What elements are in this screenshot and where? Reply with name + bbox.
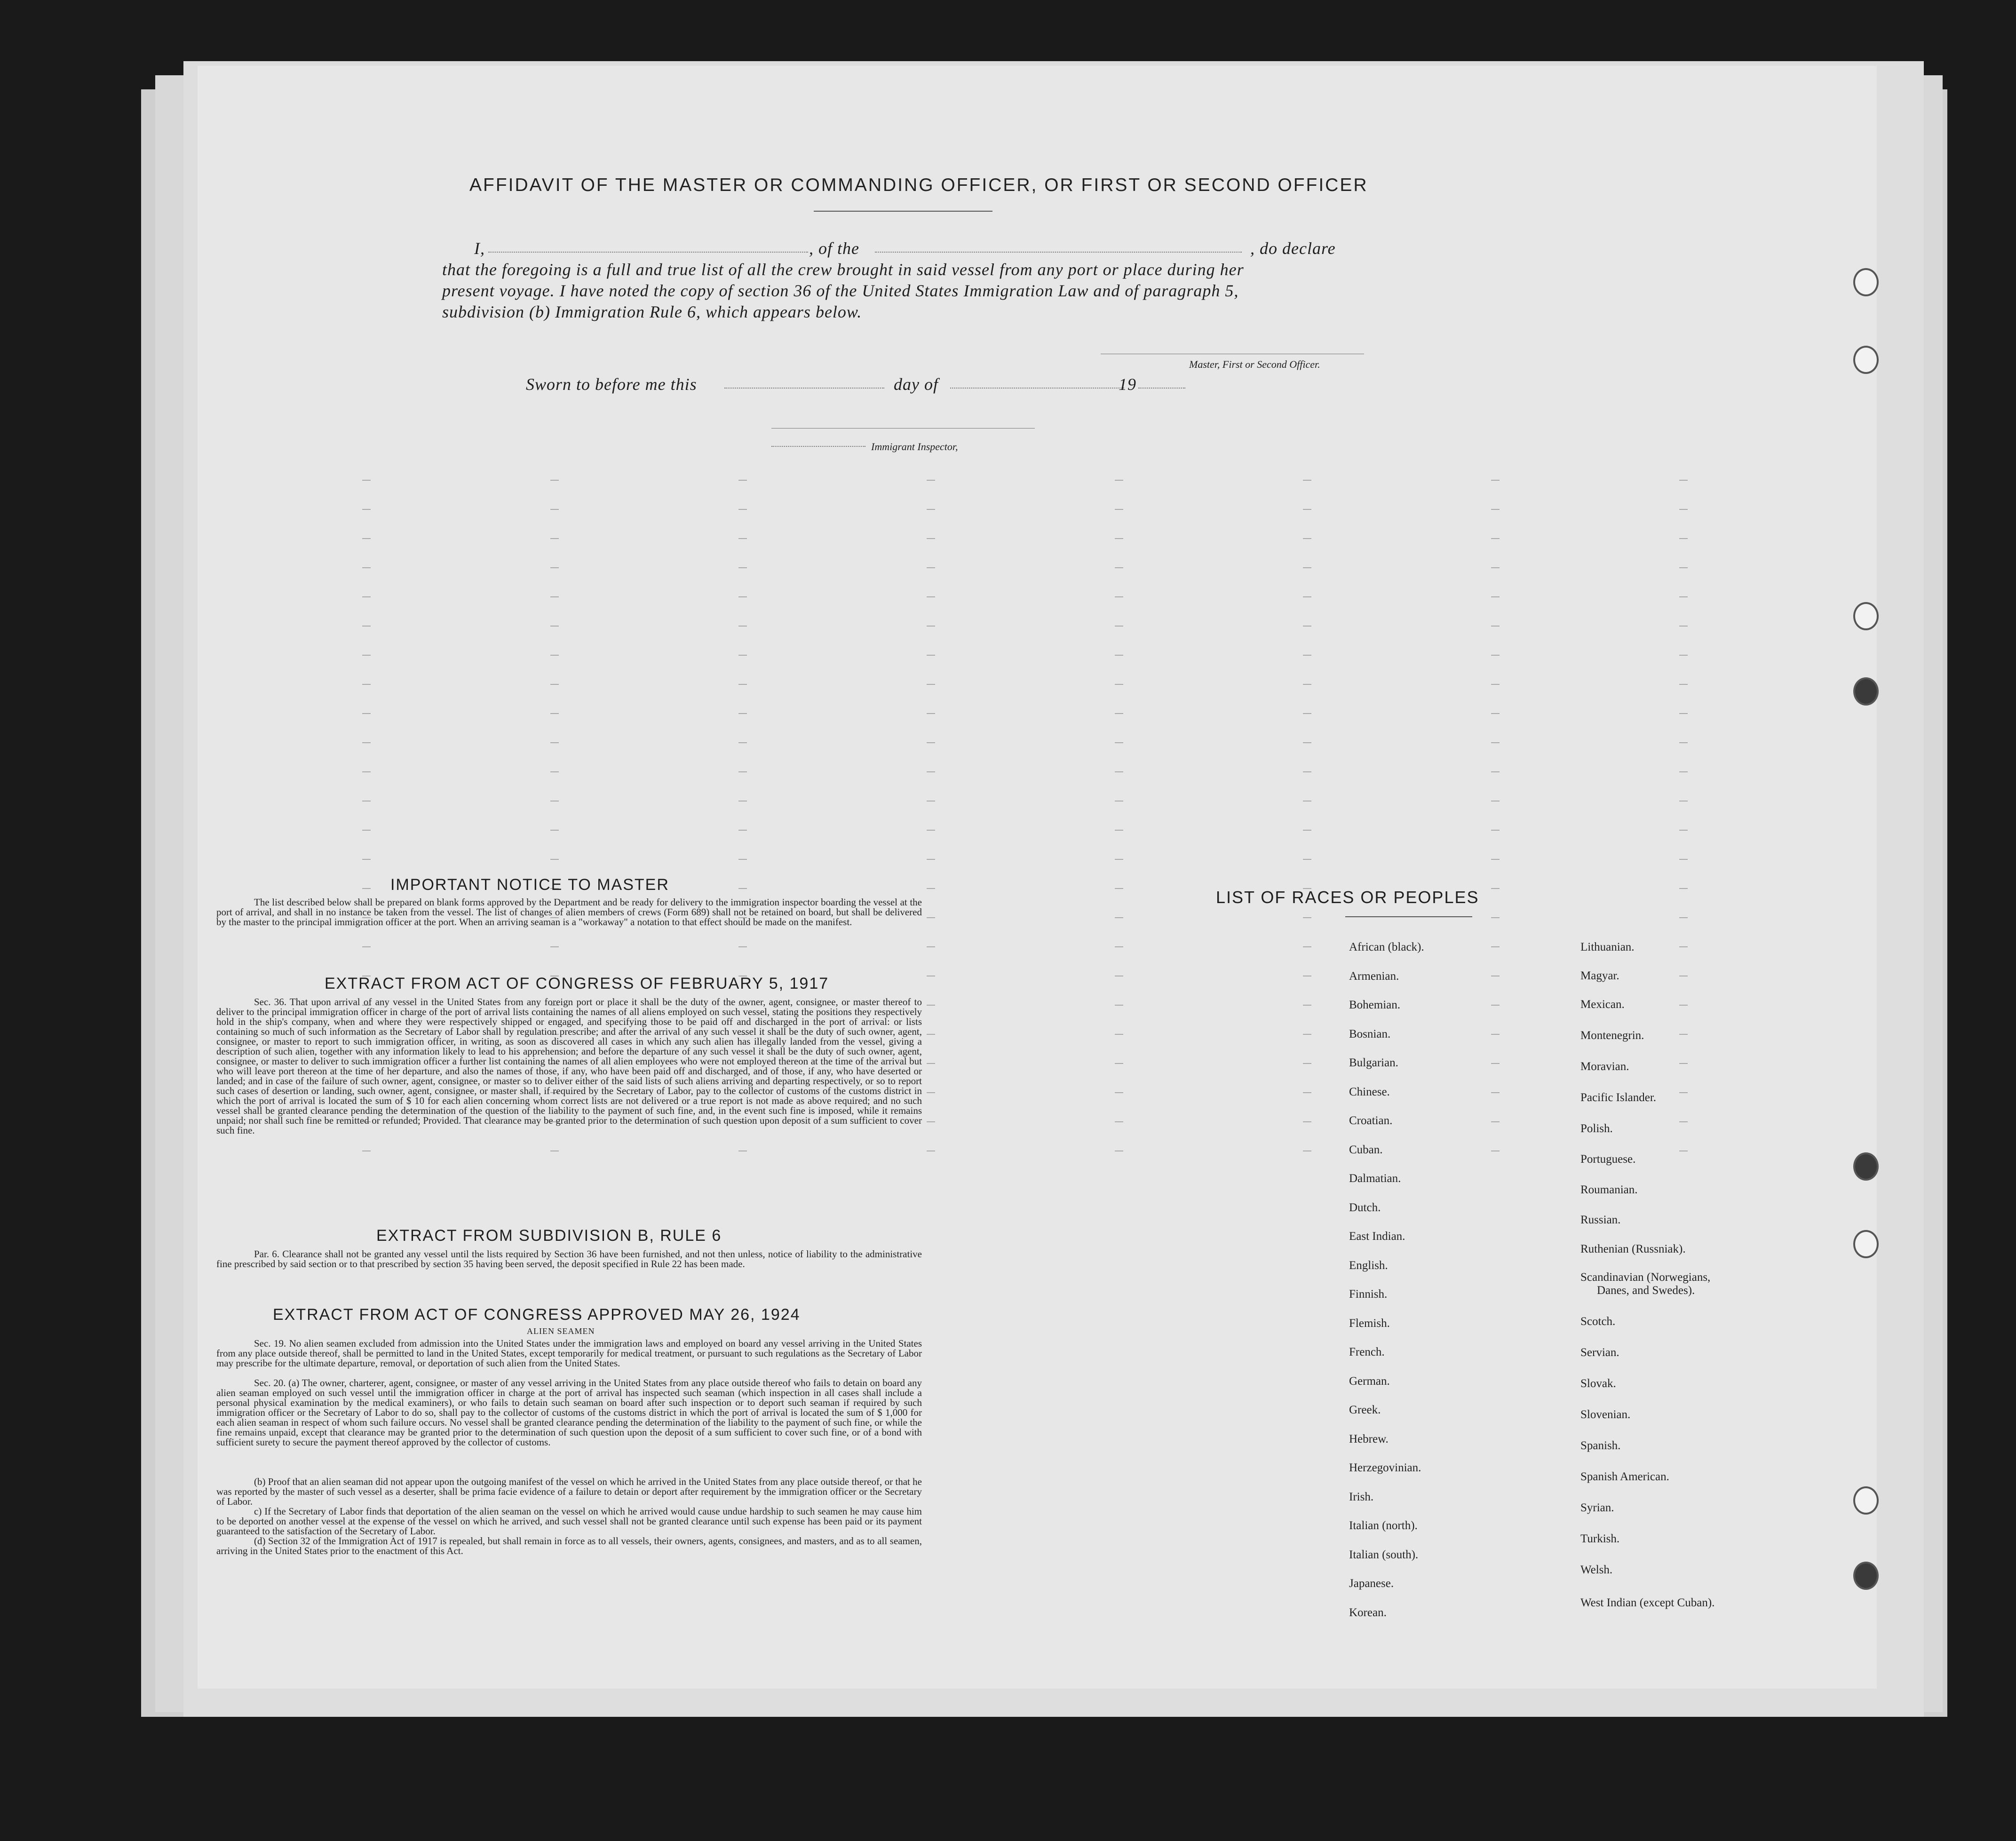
guide-dash (738, 596, 747, 597)
guide-dash (1303, 538, 1311, 539)
guide-dash (550, 946, 559, 947)
guide-dash (1115, 684, 1123, 685)
guide-dash (1679, 946, 1688, 947)
guide-dash (1491, 771, 1500, 772)
guide-dash (362, 655, 371, 656)
affidavit-do-declare: , do declare (1250, 239, 1336, 258)
guide-dash (550, 655, 559, 656)
guide-dash (1491, 1034, 1500, 1035)
guide-dash (927, 888, 935, 889)
inspector-signature-line (771, 428, 1035, 429)
guide-dash (1491, 538, 1500, 539)
race-item: Finnish. (1349, 1288, 1388, 1301)
guide-dash (1491, 626, 1500, 627)
sec20d-body: (d) Section 32 of the Immigration Act of 1917 is repealed, but shall remain in force as to all vessels, their owners, agents, consignees, and masters, and as to all seamen, arriving in the United States prior to the enactment of this Act. (216, 1535, 922, 1556)
guide-dash (927, 1034, 935, 1035)
sec20a-body: Sec. 20. (a) The owner, charterer, agent, consignee, or master of any vessel arriving in the United States from any place outside thereof who fails to detain on board any alien seaman employed on such vessel until the immigration officer in charge at the port of arrival has inspected such seaman (which inspection in all cases shall include a personal physical examination by the medical examiners), or who fails to detain such seaman on board after such inspection or to deport such seaman if required by such immigration officer or the Secretary of Labor to do so, shall pay to the collector of customs of the customs district in which the port of arrival is located the sum of $ 1,000 for each alien seaman in respect of whom such failure occurs. No vessel shall be granted clearance pending the determination of the liability to the payment of such fine, or while the fine remains unpaid, except that clearance may be granted prior to the determination of such question upon the deposit of a sum sufficient to cover such fine, or of a bond with sufficient surety to secure the payment thereof approved by the collector of customs. (216, 1377, 922, 1448)
guide-dash (927, 742, 935, 743)
guide-dash (1303, 1034, 1311, 1035)
guide-dash (1679, 509, 1688, 510)
race-item: Bosnian. (1349, 1027, 1391, 1040)
guide-dash (1491, 509, 1500, 510)
guide-dash (738, 859, 747, 860)
guide-dash (1115, 626, 1123, 627)
punch-hole-icon (1853, 268, 1879, 296)
affidavit-line-2: that the foregoing is a full and true list of all the crew brought in said vessel from any port or place during her (442, 260, 1244, 279)
guide-dash (550, 596, 559, 597)
race-item: Ruthenian (Russniak). (1580, 1243, 1686, 1255)
guide-dash (1303, 596, 1311, 597)
year-blank (1138, 388, 1185, 389)
affidavit-line-3: present voyage. I have noted the copy of section 36 of the United States Immigration Law and of paragraph 5, (442, 281, 1239, 300)
punch-hole-icon (1853, 677, 1879, 706)
race-item: Herzegovinian. (1349, 1461, 1421, 1474)
guide-dash (1491, 684, 1500, 685)
guide-dash (1303, 480, 1311, 481)
guide-dash (1491, 596, 1500, 597)
day-blank (724, 388, 884, 389)
guide-dash (1115, 917, 1123, 918)
guide-dash (1491, 917, 1500, 918)
guide-dash (1115, 888, 1123, 889)
guide-dash (738, 626, 747, 627)
race-item: Magyar. (1580, 969, 1619, 982)
race-item: Mexican. (1580, 998, 1625, 1011)
sec20b-body: (b) Proof that an alien seaman did not appear upon the outgoing manifest of the vessel on which he arrived in the United States from any place outside thereof, or that he was reported by the master of such vessel as a deserter, shall be prima facie evidence of a failure to detain or deport after requirement by the immigration officer or the Secretary of Labor. (216, 1476, 922, 1507)
guide-dash (738, 655, 747, 656)
guide-dash (1303, 830, 1311, 831)
guide-dash (1303, 917, 1311, 918)
notice-body: The list described below shall be prepared on blank forms approved by the Department and be ready for delivery to the immigration inspector boarding the vessel at the port of arrival, and shall in no instance be taken from the vessel. The list of changes of alien members of crews (Form 689) shall not be retained on board, but shall be delivered by the master to the principal immigration officer at the port. When an arriving seaman is a "workaway" a notation to that effect should be made on the manifest. (216, 897, 922, 928)
guide-dash (1679, 917, 1688, 918)
guide-dash (738, 946, 747, 947)
guide-dash (1303, 1005, 1311, 1006)
guide-dash (1303, 655, 1311, 656)
guide-dash (1303, 1121, 1311, 1122)
extract-1924-subtitle: ALIEN SEAMEN (527, 1326, 595, 1336)
master-signature-label: Master, First or Second Officer. (1189, 358, 1320, 370)
races-title-underline (1345, 916, 1472, 917)
race-item: Syrian. (1580, 1501, 1614, 1514)
guide-dash (927, 596, 935, 597)
race-item: Moravian. (1580, 1060, 1629, 1073)
guide-dash (1679, 596, 1688, 597)
race-item: French. (1349, 1346, 1385, 1358)
race-item: West Indian (except Cuban). (1580, 1596, 1715, 1609)
guide-dash (1303, 1092, 1311, 1093)
affidavit-title: AFFIDAVIT OF THE MASTER OR COMMANDING OFFICER, OR FIRST OR SECOND OFFICER (469, 175, 1368, 195)
race-item: Dalmatian. (1349, 1172, 1401, 1185)
guide-dash (1303, 946, 1311, 947)
race-item: African (black). (1349, 941, 1424, 953)
guide-dash (362, 946, 371, 947)
title-underline (814, 211, 992, 212)
guide-dash (1303, 684, 1311, 685)
affidavit-of-the: , of the (809, 239, 859, 258)
guide-dash (362, 538, 371, 539)
guide-dash (927, 771, 935, 772)
guide-dash (927, 859, 935, 860)
sec19-body: Sec. 19. No alien seamen excluded from admission into the United States under the immigration laws and employed on board any vessel arriving in the United States from any place outside thereof, shall be permitted to land in the United States, except temporarily for medical treatment, or pursuant to such regulations as the Secretary of Labor may prescribe for the ultimate departure, removal, or deportation of such alien from the United States. (216, 1338, 922, 1369)
extract-rule6-body: Par. 6. Clearance shall not be granted any vessel until the lists required by Section 36 have been furnished, and not then unless, notice of liability to the administrative fine prescribed by said section or to that prescribed by section 35 having been served, the deposit specified in Rule 22 has been made. (216, 1248, 922, 1270)
guide-dash (1491, 946, 1500, 947)
race-item: Japanese. (1349, 1577, 1394, 1590)
year-prefix: 19 (1119, 375, 1136, 394)
guide-dash (1679, 626, 1688, 627)
guide-dash (362, 480, 371, 481)
guide-dash (1679, 830, 1688, 831)
race-item: Italian (south). (1349, 1548, 1419, 1561)
inspector-label: Immigrant Inspector, (871, 441, 958, 452)
race-item: Pacific Islander. (1580, 1091, 1657, 1104)
race-item: Hebrew. (1349, 1432, 1389, 1445)
guide-dash (1303, 1063, 1311, 1064)
guide-dash (1115, 1092, 1123, 1093)
guide-dash (1491, 480, 1500, 481)
guide-dash (738, 567, 747, 568)
guide-dash (1679, 655, 1688, 656)
guide-dash (1115, 713, 1123, 714)
guide-dash (1679, 480, 1688, 481)
race-item: Italian (north). (1349, 1519, 1418, 1532)
guide-dash (1491, 742, 1500, 743)
guide-dash (1303, 771, 1311, 772)
guide-dash (927, 567, 935, 568)
race-item: English. (1349, 1259, 1388, 1272)
race-item: Spanish American. (1580, 1470, 1669, 1483)
guide-dash (1115, 830, 1123, 831)
extract-1917-title: EXTRACT FROM ACT OF CONGRESS OF FEBRUARY 5, 1917 (325, 975, 829, 992)
guide-dash (1115, 655, 1123, 656)
guide-dash (738, 771, 747, 772)
guide-dash (1115, 567, 1123, 568)
guide-dash (550, 742, 559, 743)
guide-dash (1303, 626, 1311, 627)
guide-dash (362, 888, 371, 889)
guide-dash (927, 946, 935, 947)
race-item: Scandinavian (Norwegians, (1580, 1271, 1711, 1284)
guide-dash (1303, 859, 1311, 860)
affidavit-line-4: subdivision (b) Immigration Rule 6, which appears below. (442, 302, 862, 321)
race-item: Flemish. (1349, 1317, 1390, 1330)
guide-dash (1679, 1034, 1688, 1035)
race-item: Polish. (1580, 1122, 1613, 1135)
race-item: Armenian. (1349, 969, 1399, 983)
race-item: Slovenian. (1580, 1408, 1631, 1421)
name-blank (488, 252, 808, 253)
guide-dash (738, 742, 747, 743)
guide-dash (738, 888, 747, 889)
guide-dash (362, 830, 371, 831)
guide-dash (927, 1121, 935, 1122)
guide-dash (927, 626, 935, 627)
extract-rule6-title: EXTRACT FROM SUBDIVISION B, RULE 6 (376, 1227, 722, 1245)
punch-hole-icon (1853, 1486, 1879, 1515)
guide-dash (1115, 1121, 1123, 1122)
race-item: Russian. (1580, 1214, 1621, 1226)
guide-dash (1679, 1092, 1688, 1093)
guide-dash (550, 626, 559, 627)
guide-dash (362, 684, 371, 685)
race-item: Roumanian. (1580, 1183, 1638, 1196)
guide-dash (1303, 567, 1311, 568)
guide-dash (738, 509, 747, 510)
notice-title: IMPORTANT NOTICE TO MASTER (390, 876, 669, 894)
guide-dash (1115, 771, 1123, 772)
guide-dash (738, 713, 747, 714)
guide-dash (1491, 1005, 1500, 1006)
race-item: German. (1349, 1374, 1390, 1388)
guide-dash (1115, 946, 1123, 947)
guide-dash (927, 684, 935, 685)
manifest-page (198, 66, 1877, 1689)
race-item: Lithuanian. (1580, 941, 1635, 953)
race-item: Turkish. (1580, 1532, 1620, 1545)
race-item: Slovak. (1580, 1377, 1616, 1390)
guide-dash (1491, 1092, 1500, 1093)
guide-dash (550, 684, 559, 685)
guide-dash (1115, 1063, 1123, 1064)
guide-dash (927, 713, 935, 714)
guide-dash (1115, 596, 1123, 597)
guide-dash (1491, 713, 1500, 714)
race-item: Scotch. (1580, 1315, 1616, 1328)
race-item: Cuban. (1349, 1143, 1383, 1156)
guide-dash (550, 480, 559, 481)
guide-dash (1115, 538, 1123, 539)
guide-dash (1303, 713, 1311, 714)
guide-dash (1115, 1034, 1123, 1035)
race-item: Dutch. (1349, 1201, 1381, 1214)
guide-dash (738, 830, 747, 831)
guide-dash (1679, 859, 1688, 860)
race-item: Montenegrin. (1580, 1029, 1644, 1042)
guide-dash (550, 771, 559, 772)
guide-dash (550, 830, 559, 831)
guide-dash (1303, 742, 1311, 743)
guide-dash (927, 509, 935, 510)
race-item: Spanish. (1580, 1439, 1621, 1452)
month-blank (950, 388, 1124, 389)
guide-dash (1679, 888, 1688, 889)
guide-dash (1491, 1121, 1500, 1122)
guide-dash (1303, 509, 1311, 510)
guide-dash (1679, 1063, 1688, 1064)
punch-hole-icon (1853, 1230, 1879, 1258)
race-item: Portuguese. (1580, 1153, 1636, 1166)
guide-dash (1115, 859, 1123, 860)
guide-dash (550, 713, 559, 714)
guide-dash (1491, 830, 1500, 831)
race-item: Welsh. (1580, 1563, 1613, 1576)
guide-dash (362, 596, 371, 597)
guide-dash (550, 509, 559, 510)
inspector-blank (771, 446, 865, 447)
guide-dash (1679, 1005, 1688, 1006)
guide-dash (927, 830, 935, 831)
guide-dash (550, 567, 559, 568)
guide-dash (362, 626, 371, 627)
race-item: Bohemian. (1349, 999, 1401, 1011)
guide-dash (362, 742, 371, 743)
guide-dash (1115, 480, 1123, 481)
guide-dash (550, 538, 559, 539)
race-item: Irish. (1349, 1490, 1374, 1503)
guide-dash (1679, 538, 1688, 539)
race-item: Greek. (1349, 1404, 1381, 1416)
race-item: Chinese. (1349, 1085, 1390, 1098)
races-title: LIST OF RACES OR PEOPLES (1216, 888, 1479, 907)
guide-dash (1115, 509, 1123, 510)
guide-dash (362, 771, 371, 772)
guide-dash (1679, 713, 1688, 714)
guide-dash (927, 538, 935, 539)
guide-dash (1115, 1005, 1123, 1006)
guide-dash (927, 655, 935, 656)
guide-dash (1115, 742, 1123, 743)
guide-dash (1491, 1063, 1500, 1064)
race-item: Bulgarian. (1349, 1056, 1398, 1069)
guide-dash (1679, 742, 1688, 743)
guide-dash (362, 859, 371, 860)
sworn-text: Sworn to before me this (526, 375, 697, 394)
guide-dash (362, 567, 371, 568)
punch-hole-icon (1853, 346, 1879, 374)
guide-dash (1679, 1121, 1688, 1122)
race-item: East Indian. (1349, 1230, 1405, 1243)
extract-1924-title: EXTRACT FROM ACT OF CONGRESS APPROVED MAY 26, 1924 (273, 1306, 801, 1324)
guide-dash (927, 917, 935, 918)
guide-dash (738, 684, 747, 685)
guide-dash (738, 538, 747, 539)
guide-dash (927, 1092, 935, 1093)
guide-dash (550, 859, 559, 860)
guide-dash (927, 480, 935, 481)
guide-dash (927, 1005, 935, 1006)
guide-dash (738, 480, 747, 481)
race-item: Servian. (1580, 1346, 1619, 1359)
race-item: Danes, and Swedes). (1597, 1284, 1695, 1297)
punch-hole-icon (1853, 1562, 1879, 1590)
guide-dash (1491, 567, 1500, 568)
sec20c-body: c) If the Secretary of Labor finds that deportation of the alien seaman on the vessel on which he arrived would cause undue hardship to such seamen he may cause him to be deported on another vessel at the expense of the vessel on which he arrived, and such vessel shall not be granted clearance until such expense has been paid or its payment guaranteed to the satisfaction of the Secretary of Labor. (216, 1506, 922, 1537)
guide-dash (362, 509, 371, 510)
vessel-blank (875, 252, 1242, 253)
extract-1917-body: Sec. 36. That upon arrival of any vessel in the United States from any foreign port or place it shall be the duty of the owner, agent, consignee, or master thereof to deliver to the principal immigration officer in charge of the port of arrival lists containing the names of all aliens employed on such vessel, stating the positions they respectively hold in the ship's company, when and where they were respectively shipped or engaged, and specifying those to be paid off and discharged in the port of arrival: or lists containing so much of such information as the Secretary of Labor shall by regulation prescribe; and after the arrival of any such vessel it shall be the duty of such owner, agent, consignee, or master to report to such immigration officer, in writing, as soon as discovered all cases in which any such alien has illegally landed from the vessel, giving a description of such alien, together with any information likely to lead to his apprehension; and before the departure of any such vessel it shall be the duty of such owner, agent, consignee, or master to deliver to such immigration officer a further list containing the names of all alien employees who were not employed thereon at the time of the arrival but who will leave port thereon at the time of her departure, and also the names of those, if any, who have been paid off and discharged, and of those, if any, who have deserted or landed; and in case of the failure of such owner, agent, consignee, or master so to deliver either of the said lists of such aliens arriving and departing respectively, or so to report such cases of desertion or landing, such owner, agent, consignee, or master shall, if required by the Secretary of Labor, pay to the collector of customs of the customs district in which the port of arrival is located the sum of $ 10 for each alien concerning whom correct lists are not delivered or a true report is not made as above required; and no such vessel shall be granted clearance pending the determination of the question of the liability to the payment of such fine, and, in the event such fine is imposed, while it remains unpaid; nor shall such fine be remitted or refunded; Provided. That clearance may be granted prior to the determination of such question upon deposit of a sum sufficient to cover such fine. (216, 996, 922, 1136)
race-item: Korean. (1349, 1606, 1387, 1619)
guide-dash (1679, 567, 1688, 568)
guide-dash (362, 713, 371, 714)
race-item: Croatian. (1349, 1114, 1393, 1127)
affidavit-i: I, (474, 239, 485, 258)
guide-dash (1679, 684, 1688, 685)
day-of-text: day of (894, 375, 938, 394)
guide-dash (1491, 888, 1500, 889)
punch-hole-icon (1853, 1152, 1879, 1181)
punch-hole-icon (1853, 602, 1879, 630)
guide-dash (1491, 859, 1500, 860)
guide-dash (1679, 771, 1688, 772)
guide-dash (1491, 655, 1500, 656)
guide-dash (927, 1063, 935, 1064)
